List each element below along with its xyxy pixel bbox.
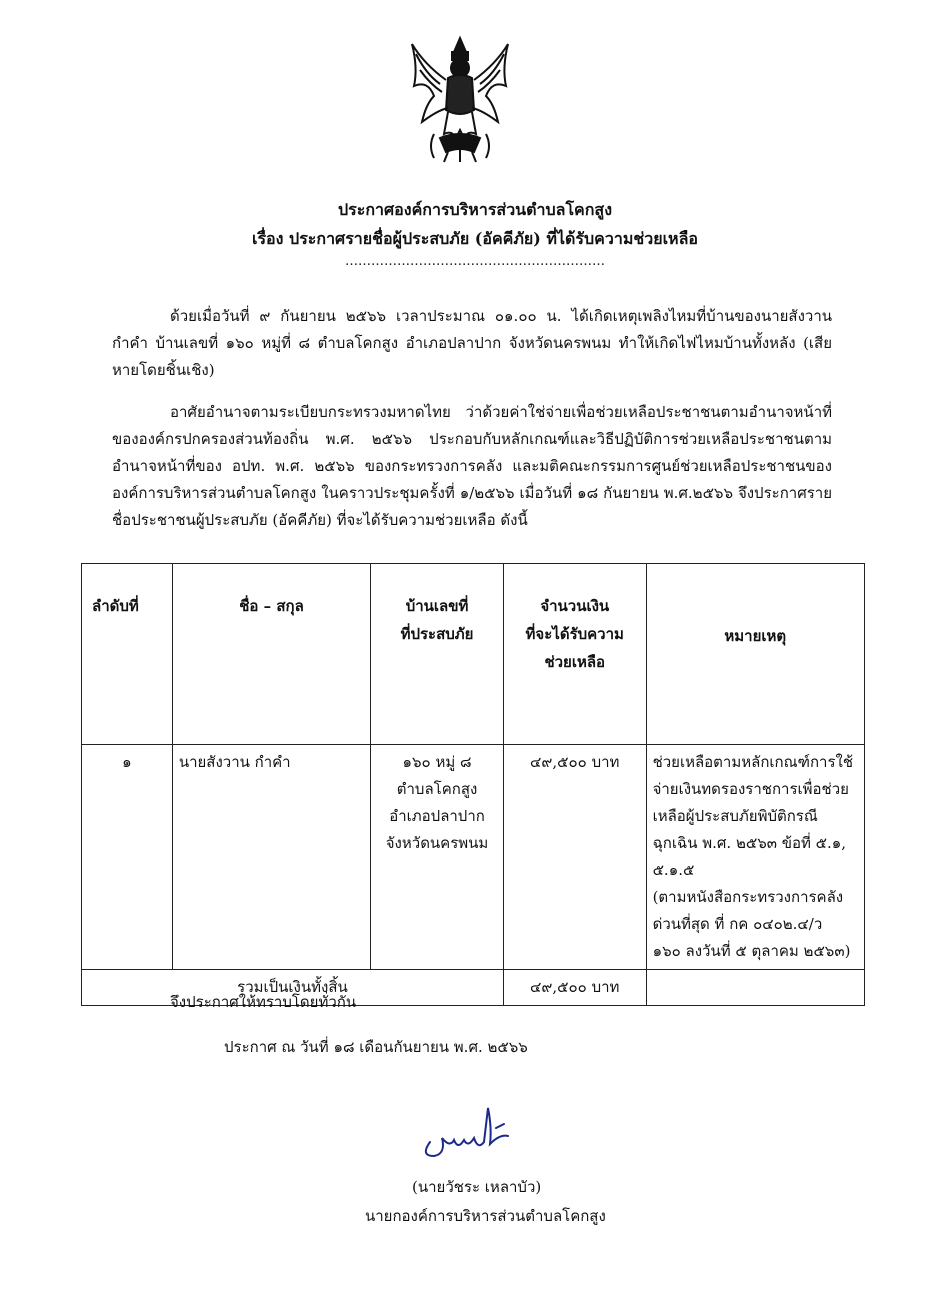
announcement-date: ประกาศ ณ วันที่ ๑๘ เดือนกันยายน พ.ศ. ๒๕๖๖ bbox=[224, 1038, 528, 1056]
garuda-emblem-icon bbox=[404, 34, 516, 164]
row-address bbox=[371, 745, 504, 970]
announcement-subject: เรื่อง ประกาศรายชื่อผู้ประสบภัย (อัคคีภัย) ที่ได้รับความช่วยเหลือ bbox=[251, 229, 699, 248]
header-amount-line2: ที่จะได้รับความ bbox=[525, 625, 624, 643]
row-no: ๑ bbox=[82, 745, 173, 970]
remark-line: ฉุกเฉิน พ.ศ. ๒๕๖๓ ข้อที่ ๕.๑, bbox=[652, 834, 847, 852]
total-remark-empty bbox=[646, 970, 864, 1006]
remark-line: เหลือผู้ประสบภัยพิบัติกรณี bbox=[652, 807, 818, 825]
total-amount: ๔๙,๕๐๐ บาท bbox=[503, 970, 646, 1006]
row-remark bbox=[646, 745, 864, 970]
header-no: ลำดับที่ bbox=[82, 564, 173, 745]
address-line: ตำบลโคกสูง bbox=[396, 780, 478, 798]
signer-name: (นายวัชระ เหลาบัว) bbox=[412, 1178, 542, 1196]
table-row bbox=[82, 745, 865, 970]
address-line: ๑๖๐ หมู่ ๘ bbox=[402, 753, 472, 771]
announcement-title: ประกาศองค์การบริหารส่วนตำบลโคกสูง bbox=[337, 200, 613, 219]
header-amount bbox=[503, 564, 646, 745]
header-remark: หมายเหตุ bbox=[646, 564, 864, 745]
row-name: นายสังวาน กำคำ bbox=[172, 745, 370, 970]
row-amount: ๔๙,๕๐๐ บาท bbox=[503, 745, 646, 970]
remark-line: ด่วนที่สุด ที่ กค ๐๔๐๒.๔/ว bbox=[652, 915, 823, 933]
signature-icon bbox=[412, 1098, 522, 1168]
authority-paragraph: อาศัยอำนาจตามระเบียบกระทรวงมหาดไทย ว่าด้วยค่าใช่จ่ายเพื่อช่วยเหลือประชาชนตามอำนาจหน้าที่ขององค์กรปกครองส่วนท้องถิ่น พ.ศ. ๒๕๖๖ ประกอบกับหลักเกณฑ์และวิธีปฏิบัติการช่วยเหลือประชาชนตามอำนาจหน้าที่ของ อปท. พ.ศ. ๒๕๖๖ ของกระทรวงการคลัง และมติคณะกรรมการศูนย์ช่วยเหลือประชาชนขององค์การบริหารส่วนตำบลโคกสูง ในคราวประชุมครั้งที่ ๑/๒๕๖๖ เมื่อวันที่ ๑๘ กันยายน พ.ศ.๒๕๖๖ จึงประกาศรายชื่อประชาชนผู้ประสบภัย (อัคคีภัย) ที่จะได้รับความช่วยเหลือ ดังนี้ bbox=[112, 403, 832, 529]
remark-line: (ตามหนังสือกระทรวงการคลัง bbox=[652, 888, 844, 906]
signer-title: นายกองค์การบริหารส่วนตำบลโคกสูง bbox=[365, 1207, 606, 1225]
remark-line: ๕.๑.๕ bbox=[652, 861, 695, 879]
header-amount-line3: ช่วยเหลือ bbox=[544, 653, 606, 671]
title-separator: …………………………………………………… bbox=[345, 254, 605, 269]
remark-line: จ่ายเงินทดรองราชการเพื่อช่วย bbox=[652, 780, 849, 798]
announce-statement: จึงประกาศให้ทราบโดยทั่วกัน bbox=[170, 993, 357, 1011]
address-line: จังหวัดนครพนม bbox=[385, 834, 489, 852]
table-header-row bbox=[82, 564, 865, 745]
header-address-line1: บ้านเลขที่ bbox=[405, 597, 469, 615]
remark-line: ช่วยเหลือตามหลักเกณฑ์การใช้ bbox=[652, 753, 854, 771]
total-label: รวมเป็นเงินทั้งสิ้น bbox=[82, 970, 504, 1006]
header-address-line2: ที่ประสบภัย bbox=[400, 625, 474, 643]
incident-paragraph: ด้วยเมื่อวันที่ ๙ กันยายน ๒๕๖๖ เวลาประมาณ ๐๑.๐๐ น. ได้เกิดเหตุเพลิงไหมที่บ้านของนายสังวาน กำคำ บ้านเลขที่ ๑๖๐ หมู่ที่ ๘ ตำบลโคกสูง อำเภอปลาปาก จังหวัดนครพนม ทำให้เกิดไฟไหมบ้านทั้งหลัง (เสียหายโดยชิ้นเชิง) bbox=[112, 307, 832, 379]
header-address bbox=[371, 564, 504, 745]
address-line: อำเภอปลาปาก bbox=[389, 807, 485, 825]
remark-line: ๑๖๐ ลงวันที่ ๕ ตุลาคม ๒๕๖๓) bbox=[652, 942, 851, 960]
header-name: ชื่อ – สกุล bbox=[172, 564, 370, 745]
relief-table bbox=[81, 563, 865, 1006]
header-amount-line1: จำนวนเงิน bbox=[540, 597, 610, 615]
